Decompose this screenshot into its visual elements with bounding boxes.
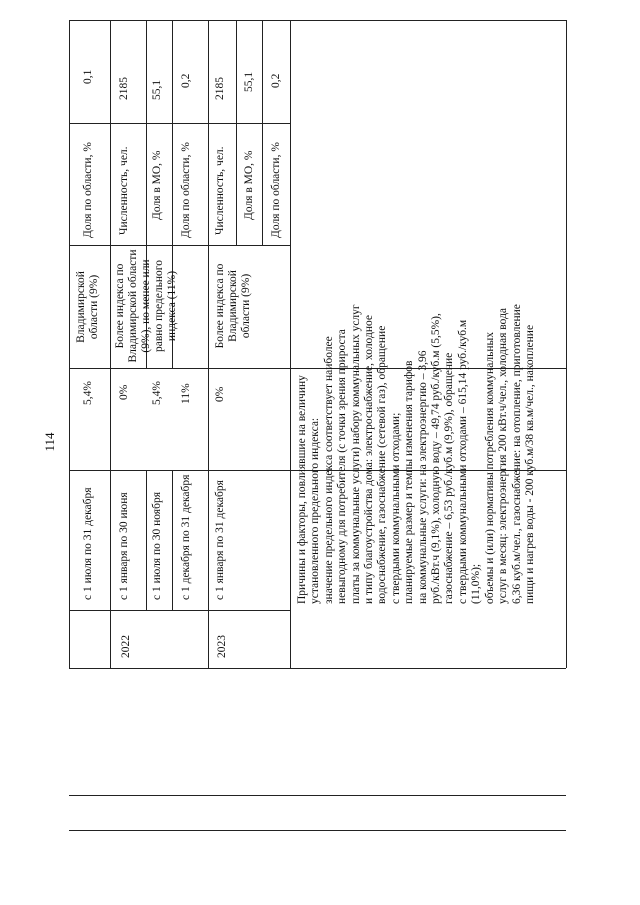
cell-year: 2023 [216, 635, 228, 658]
grid-line [69, 123, 290, 124]
factors-line: с твердыми коммунальными отходами – 615,14 руб./куб.м [456, 319, 469, 604]
factors-line: газоснабжение – 6,53 руб./куб.м (9,9%), обращение [443, 352, 456, 604]
factors-line: значение предельного индекса соответствует наиболее [322, 336, 335, 604]
separator-line [69, 795, 566, 796]
factors-line: планируемые размер и темпы изменения тарифов [403, 360, 416, 604]
cell-metric: Доля в МО, % [243, 150, 255, 220]
cell-index: 5,4% [82, 381, 94, 405]
grid-line [172, 470, 173, 610]
cell-index: 0% [214, 386, 226, 402]
cell-period: с 1 июля по 30 ноября [151, 492, 163, 600]
factors-line: невыгодному для потребителя (с точки зрения прироста [336, 329, 349, 604]
factors-line: объемы и (или) нормативы потребления коммунальных [483, 331, 496, 604]
grid-line [290, 20, 291, 668]
cell-value: 2185 [214, 77, 226, 100]
grid-line [262, 20, 263, 245]
cell-index: 5,4% [151, 381, 163, 405]
grid-line [208, 20, 209, 668]
factors-line: услуг в месяц: электроэнергия 200 кВт.ч/чел., холодная вода [497, 307, 510, 604]
grid-line [69, 610, 290, 611]
page-number: 114 [42, 432, 57, 452]
cell-note: Владимирской области (9%) [75, 271, 100, 343]
cell-period: с 1 июля по 31 декабря [82, 487, 94, 600]
cell-period: с 1 декабря по 31 декабря [180, 474, 192, 600]
factors-line: установленного предельного индекса: [309, 417, 322, 604]
factors-line: с твердыми коммунальными отходами; [389, 412, 402, 604]
cell-value: 0,2 [180, 73, 192, 88]
cell-index: 0% [118, 384, 130, 400]
grid-line [566, 20, 567, 668]
factors-line: 6,36 куб.м/чел., газоснабжение: на отопление, приготовление [510, 304, 523, 604]
factors-line: руб./кВт.ч (9,1%), холодную воду – 49,74 руб./куб.м (5,5%), [430, 313, 443, 604]
cell-metric: Доля по области, % [270, 142, 282, 238]
grid-line [69, 668, 566, 669]
cell-index: 11% [180, 383, 192, 404]
cell-metric: Численность, чел. [118, 146, 130, 235]
factors-line: платы за коммунальные услуги) набору коммунальных услуг [349, 304, 362, 604]
cell-period: с 1 января по 30 июня [118, 492, 130, 600]
cell-note: Более индекса по Владимирской области (9%) [214, 263, 252, 349]
factors-line: (11,0%); [470, 563, 483, 604]
grid-line [146, 470, 147, 610]
cell-metric: Доля по области, % [82, 142, 94, 238]
cell-period: с 1 января по 31 декабря [214, 480, 226, 600]
cell-note: Более индекса по Владимирской области (9%), но менее или равно предельного индекса (11%) [114, 249, 178, 363]
cell-value: 55,1 [151, 79, 163, 100]
cell-value: 0,2 [270, 73, 282, 88]
grid-line [110, 20, 111, 668]
factors-line: и типу благоустройства дома: электроснабжение, холодное [363, 315, 376, 604]
grid-line [69, 245, 290, 246]
separator-line [69, 830, 566, 831]
cell-value: 0,1 [82, 69, 94, 84]
factors-line: Причины и факторы, повлиявшие на величину [296, 375, 308, 604]
cell-value: 2185 [118, 77, 130, 100]
cell-metric: Доля по области, % [180, 142, 192, 238]
cell-value: 55,1 [243, 71, 255, 92]
grid-line [69, 20, 70, 668]
factors-line: водоснабжение, газоснабжение (сетевой газ), обращение [376, 325, 389, 604]
cell-metric: Численность, чел. [214, 146, 226, 235]
factors-line: пищи и нагрев воды - 200 куб.м/38 кв.м/чел., накопление [523, 324, 536, 604]
factors-paragraph [296, 19, 537, 604]
grid-line [236, 20, 237, 245]
cell-metric: Доля в МО, % [151, 150, 163, 220]
factors-line: на коммунальные услуги: на электроэнергию – 3,96 [416, 350, 429, 604]
cell-year: 2022 [120, 635, 132, 658]
